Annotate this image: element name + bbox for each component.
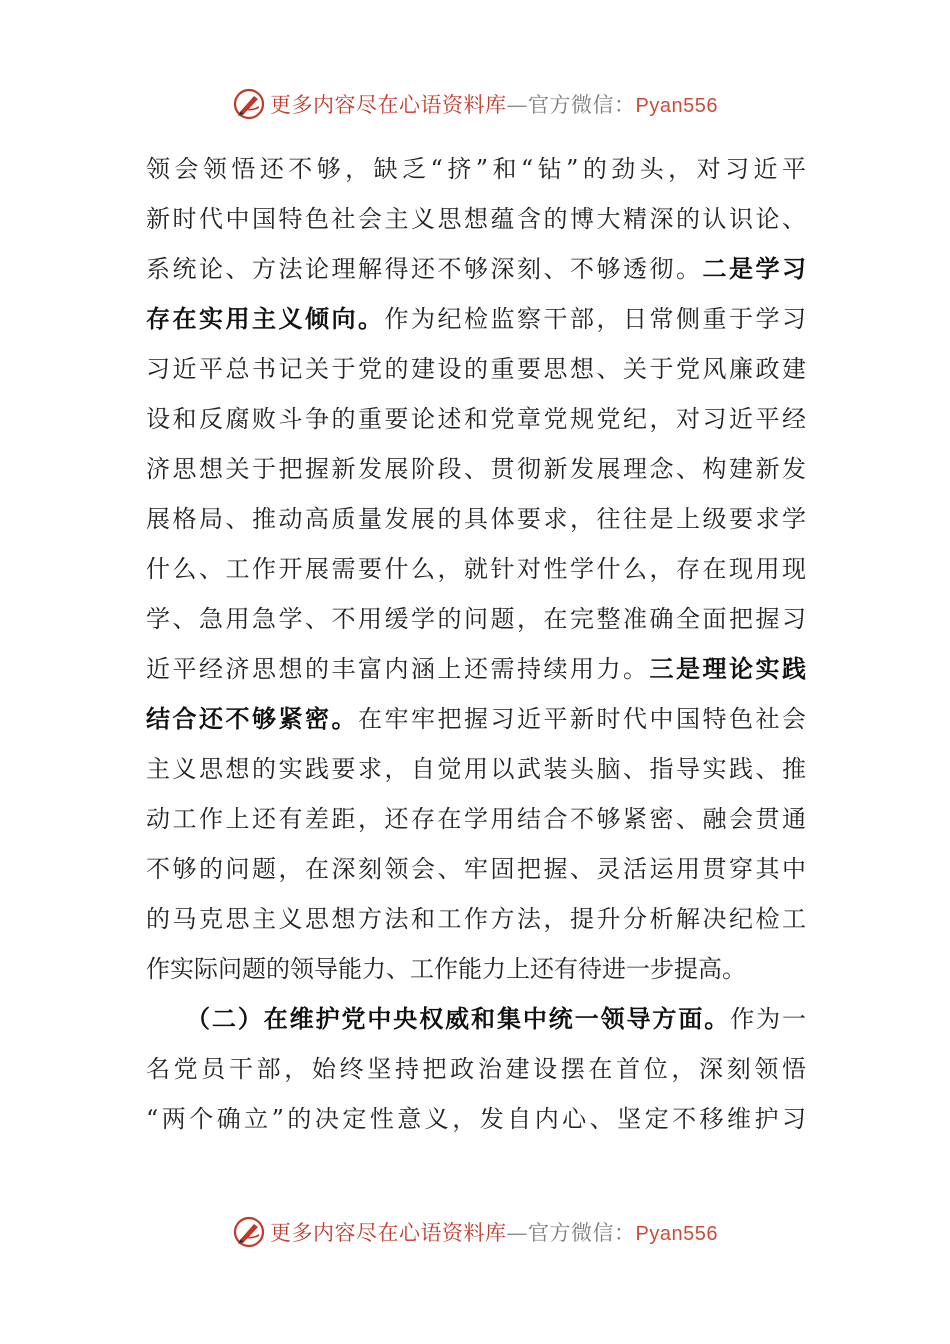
section-heading: （二）在维护党中央权威和集中统一领导方面。 bbox=[186, 1004, 731, 1033]
section-heading-line bbox=[146, 994, 806, 1044]
text-run: 作为一 bbox=[730, 1005, 806, 1033]
bold-heading: 结合还不够紧密。 bbox=[146, 704, 358, 733]
bold-heading: 二是学习 bbox=[702, 254, 806, 283]
footer-banner bbox=[0, 1212, 950, 1252]
footer-text bbox=[270, 1217, 718, 1247]
text-line: 习近平总书记关于党的建设的重要思想、关于党风廉政建 bbox=[146, 355, 806, 383]
footer-wechat-id: Pyan556 bbox=[635, 1223, 718, 1245]
document-body bbox=[146, 144, 806, 1144]
text-line: 学、急用急学、不用缓学的问题，在完整准确全面把握习 bbox=[146, 605, 806, 633]
header-wechat-id: Pyan556 bbox=[635, 95, 718, 117]
header-banner bbox=[0, 84, 950, 124]
text-line bbox=[146, 644, 806, 694]
text-line bbox=[146, 294, 806, 344]
text-line bbox=[146, 694, 806, 744]
text-line: 展格局、推动高质量发展的具体要求，往往是上级要求学 bbox=[146, 505, 806, 533]
text-line: 济思想关于把握新发展阶段、贯彻新发展理念、构建新发 bbox=[146, 455, 806, 483]
footer-wechat-label: 官方微信： bbox=[528, 1221, 636, 1245]
text-run: 系统论、方法论理解得还不够深刻、不够透彻。 bbox=[146, 255, 703, 283]
header-dash: — bbox=[506, 93, 529, 117]
header-wechat-label: 官方微信： bbox=[528, 93, 636, 117]
text-line: “两个确立”的决定性意义，发自内心、坚定不移维护习 bbox=[146, 1105, 806, 1133]
text-line: 新时代中国特色社会主义思想蕴含的博大精深的认识论、 bbox=[146, 205, 806, 233]
text-run: 近平经济思想的丰富内涵上还需持续用力。 bbox=[146, 655, 650, 683]
footer-dash: — bbox=[506, 1221, 529, 1245]
header-text bbox=[270, 89, 718, 119]
text-line: 名党员干部，始终坚持把政治建设摆在首位，深刻领悟 bbox=[146, 1055, 806, 1083]
text-line: 作实际问题的领导能力、工作能力上还有待进一步提高。 bbox=[146, 955, 746, 983]
text-line: 动工作上还有差距，还存在学用结合不够紧密、融会贯通 bbox=[146, 805, 806, 833]
footer-brand: 更多内容尽在心语资料库 bbox=[270, 1221, 507, 1245]
text-line: 领会领悟还不够，缺乏“挤”和“钻”的劲头，对习近平 bbox=[146, 155, 806, 183]
text-line: 的马克思主义思想方法和工作方法，提升分析解决纪检工 bbox=[146, 905, 806, 933]
pen-logo-icon bbox=[232, 87, 266, 121]
text-line: 什么、工作开展需要什么，就针对性学什么，存在现用现 bbox=[146, 555, 806, 583]
text-run: 在牢牢把握习近平新时代中国特色社会 bbox=[358, 705, 806, 733]
bold-heading: 存在实用主义倾向。 bbox=[146, 304, 385, 333]
text-run: 作为纪检监察干部，日常侧重于学习 bbox=[384, 305, 806, 333]
header-brand: 更多内容尽在心语资料库 bbox=[270, 93, 507, 117]
text-line: 主义思想的实践要求，自觉用以武装头脑、指导实践、推 bbox=[146, 755, 806, 783]
text-line: 不够的问题，在深刻领会、牢固把握、灵活运用贯穿其中 bbox=[146, 855, 806, 883]
pen-logo-icon bbox=[232, 1215, 266, 1249]
bold-heading: 三是理论实践 bbox=[649, 654, 806, 683]
text-line bbox=[146, 244, 806, 294]
text-line: 设和反腐败斗争的重要论述和党章党规党纪，对习近平经 bbox=[146, 405, 806, 433]
